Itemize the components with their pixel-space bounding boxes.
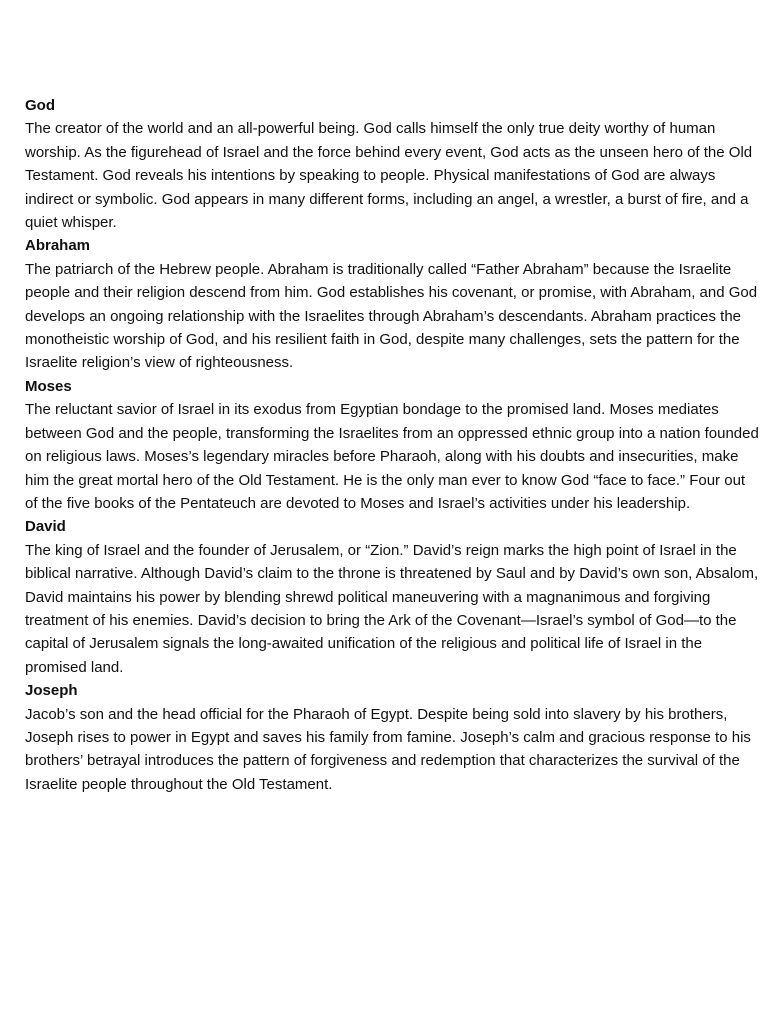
entry-name: Moses bbox=[25, 377, 72, 395]
entry-david bbox=[25, 515, 760, 679]
entry-name: David bbox=[25, 518, 66, 536]
entry-joseph bbox=[25, 679, 760, 796]
entry-name: Abraham bbox=[25, 237, 91, 255]
document-page bbox=[25, 94, 760, 796]
entry-name: Joseph bbox=[25, 682, 78, 700]
entry-description: Jacob’s son and the head official for the Pharaoh of Egypt. Despite being sold into slavery by his brothers, Joseph rises to power in Egypt and saves his family from famine. Joseph’s calm and gracious response to his brothers’ betrayal introduces the pattern of forgiveness and redemption that characterizes the survival of the Israelite people throughout the Old Testament. bbox=[25, 705, 751, 793]
entry-god bbox=[25, 94, 760, 234]
entry-name: God bbox=[25, 97, 55, 114]
entry-moses bbox=[25, 375, 760, 515]
entry-abraham bbox=[25, 234, 760, 374]
entry-description: The creator of the world and an all-powerful being. God calls himself the only true deity worthy of human worship. As the figurehead of Israel and the force behind every event, God acts as the unseen hero of the Old Testament. God reveals his intentions by speaking to people. Physical manifestations of God are always indirect or symbolic. God appears in many different forms, including an angel, a wrestler, a burst of fire, and a quiet whisper. bbox=[25, 120, 753, 232]
entry-description: The patriarch of the Hebrew people. Abraham is traditionally called “Father Abraham” because the Israelite people and their religion descend from him. God establishes his covenant, or promise, with Abraham, and God develops an ongoing relationship with the Israelites through Abraham’s descendants. Abraham practices the monotheistic worship of God, and his resilient faith in God, despite many challenges, sets the pattern for the Israelite religion’s view of righteousness. bbox=[25, 260, 758, 372]
entry-description: The reluctant savior of Israel in its exodus from Egyptian bondage to the promised land. Moses mediates between God and the people, transforming the Israelites from an oppressed ethnic group into a nation founded on religious laws. Moses’s legendary miracles before Pharaoh, along with his doubts and insecurities, make him the great mortal hero of the Old Testament. He is the only man ever to know God “face to face.” Four out of the five books of the Pentateuch are devoted to Moses and Israel’s activities under his leadership. bbox=[25, 401, 759, 512]
entry-description: The king of Israel and the founder of Jerusalem, or “Zion.” David’s reign marks the high point of Israel in the biblical narrative. Although David’s claim to the throne is threatened by Saul and by David’s own son, Absalom, David maintains his power by blending shrewd political maneuvering with a magnanimous and forgiving treatment of his enemies. David’s decision to bring the Ark of the Covenant—Israel’s symbol of God—to the capital of Jerusalem signals the long-awaited unification of the religious and political life of Israel in the promised land. bbox=[25, 541, 759, 676]
